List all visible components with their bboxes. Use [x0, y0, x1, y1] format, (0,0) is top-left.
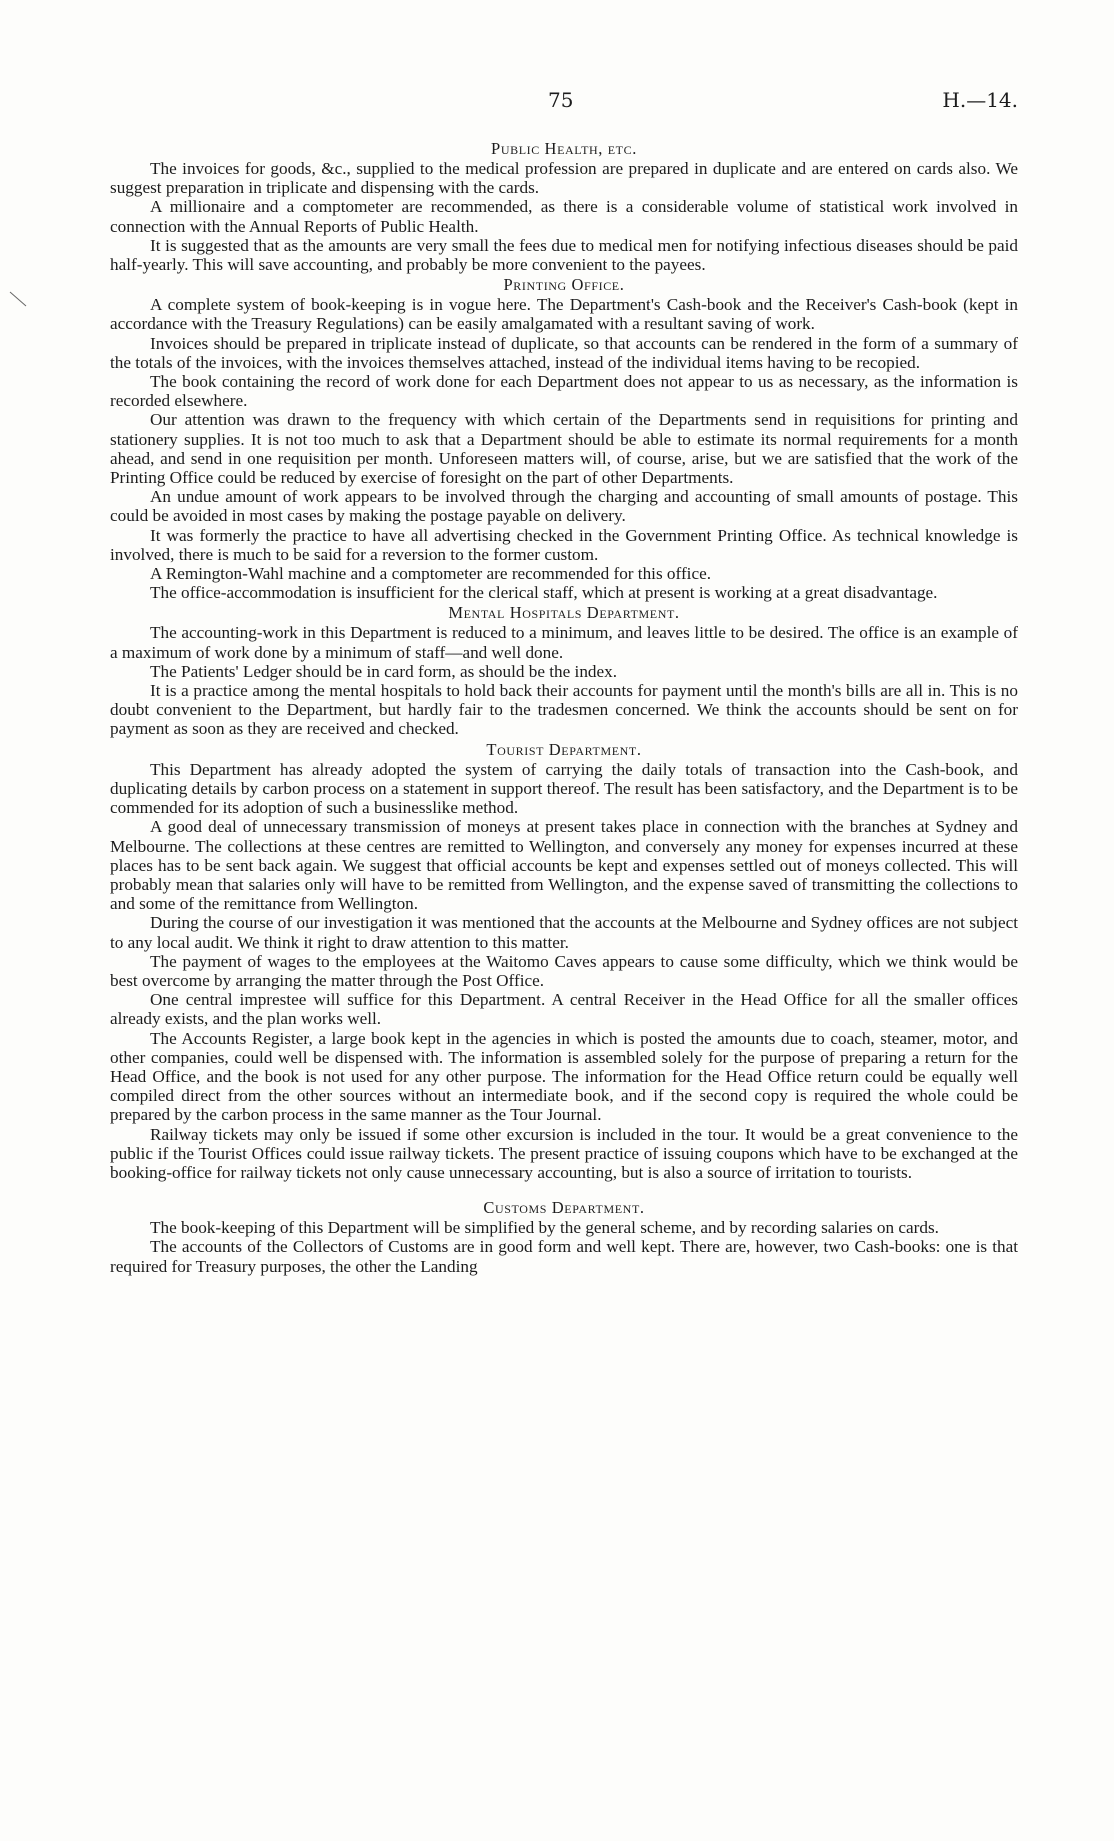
paragraph: Invoices should be prepared in triplicate instead of duplicate, so that accounts can be rendered in the form of a summary of the totals of the invoices, with the invoices themselves attached, instead of the individual items having to be recopied.: [110, 333, 1018, 372]
paragraph: The invoices for goods, &c., supplied to the medical profession are prepared in duplicate and are entered on cards also. We suggest preparation in triplicate and dispensing with the cards.: [110, 159, 1018, 198]
paragraph: It is suggested that as the amounts are very small the fees due to medical men for notifying infectious diseases should be paid half-yearly. This will save accounting, and probably be more convenient to the payees.: [110, 235, 1018, 275]
paragraph: The book-keeping of this Department will be simplified by the general scheme, and by recording salaries on cards.: [150, 1218, 939, 1238]
paragraph: The office-accommodation is insufficient for the clerical staff, which at present is working at a great disadvantage.: [150, 583, 938, 603]
section-heading-customs-department: Customs Department.: [483, 1198, 645, 1218]
paragraph: An undue amount of work appears to be involved through the charging and accounting of small amounts of postage. This could be avoided in most cases by making the postage payable on delivery.: [110, 487, 1018, 526]
page-header: [0, 88, 1114, 118]
section-heading-printing-office: Printing Office.: [503, 275, 625, 295]
paragraph: The accounting-work in this Department is reduced to a minimum, and leaves little to be desired. The office is an example of a maximum of work done by a minimum of staff—and well done.: [110, 623, 1018, 662]
paragraph: The Patients' Ledger should be in card form, as should be the index.: [150, 661, 618, 681]
paragraph: A millionaire and a comptometer are recommended, as there is a considerable volume of statistical work involved in connection with the Annual Reports of Public Health.: [110, 197, 1018, 236]
paragraph: A complete system of book-keeping is in vogue here. The Department's Cash-book and the Receiver's Cash-book (kept in accordance with the Treasury Regulations) can be easily amalgamated with a resultant saving of work.: [110, 295, 1018, 334]
section-heading-mental-hospitals: Mental Hospitals Department.: [448, 603, 680, 623]
document-reference: H.—14.: [942, 88, 1018, 112]
section-heading-tourist-department: Tourist Department.: [486, 739, 642, 759]
paragraph: One central imprestee will suffice for this Department. A central Receiver in the Head Office for all the smaller offices already exists, and the plan works well.: [110, 990, 1018, 1029]
page-number: 75: [548, 88, 574, 112]
paragraph: During the course of our investigation it was mentioned that the accounts at the Melbourne and Sydney offices are not subject to any local audit. We think it right to draw attention to this matter.: [110, 913, 1018, 952]
paragraph: The book containing the record of work done for each Department does not appear to us as necessary, as the information is recorded elsewhere.: [110, 372, 1018, 411]
paragraph: The Accounts Register, a large book kept in the agencies in which is posted the amounts due to coach, steamer, motor, and other companies, could well be dispensed with. The information is assembled solely for the purpose of preparing a return for the Head Office, and the book is not used for any other purpose. The information for the Head Office return could be equally well compiled direct from the other sources without an intermediate book, and if the second copy is required the whole could be prepared by the carbon process in the same manner as the Tour Journal.: [110, 1028, 1018, 1125]
paragraph: A Remington-Wahl machine and a comptometer are recommended for this office.: [150, 564, 711, 584]
paragraph: It was formerly the practice to have all advertising checked in the Government Printing Office. As technical knowledge is involved, there is much to be said for a reversion to the former custom.: [110, 525, 1018, 564]
paragraph: This Department has already adopted the system of carrying the daily totals of transaction into the Cash-book, and duplicating details by carbon process on a statement in support thereof. The result has been satisfactory, and the Department is to be commended for its adoption of such a businesslike method.: [110, 759, 1018, 818]
document-body: [110, 138, 1018, 1276]
section-heading-public-health: Public Health, etc.: [491, 139, 637, 158]
paragraph: Railway tickets may only be issued if some other excursion is included in the tour. It would be a great convenience to the public if the Tourist Offices could issue railway tickets. The present practice of issuing coupons which have to be exchanged at the booking-office for railway tickets not only cause unnecessary accounting, but is also a source of irritation to tourists.: [110, 1124, 1018, 1182]
paragraph: The accounts of the Collectors of Customs are in good form and well kept. There are, however, two Cash-books: one is that required for Treasury purposes, the other the Landing: [110, 1237, 1018, 1276]
paragraph: A good deal of unnecessary transmission of moneys at present takes place in connection with the branches at Sydney and Melbourne. The collections at these centres are remitted to Wellington, and conversely any money for expenses incurred at these places has to be sent back again. We suggest that official accounts be kept and expenses settled out of moneys collected. This will probably mean that salaries only will have to be remitted from Wellington, and the expense saved of transmitting the collections to and some of the remittance from Wellington.: [110, 817, 1018, 914]
margin-tick-mark: [8, 288, 30, 310]
paragraph: Our attention was drawn to the frequency with which certain of the Departments send in requisitions for printing and stationery supplies. It is not too much to ask that a Department should be able to estimate its normal requirements for a month ahead, and send in one requisition per month. Unforeseen matters will, of course, arise, but we are satisfied that the work of the Printing Office could be reduced by exercise of foresight on the part of other Departments.: [110, 410, 1018, 488]
paragraph: The payment of wages to the employees at the Waitomo Caves appears to cause some difficulty, which we think would be best overcome by arranging the matter through the Post Office.: [110, 951, 1018, 990]
paragraph: It is a practice among the mental hospitals to hold back their accounts for payment until the month's bills are all in. This is no doubt convenient to the Department, but hardly fair to the tradesmen concerned. We think the accounts should be sent on for payment as soon as they are received and checked.: [110, 681, 1018, 739]
